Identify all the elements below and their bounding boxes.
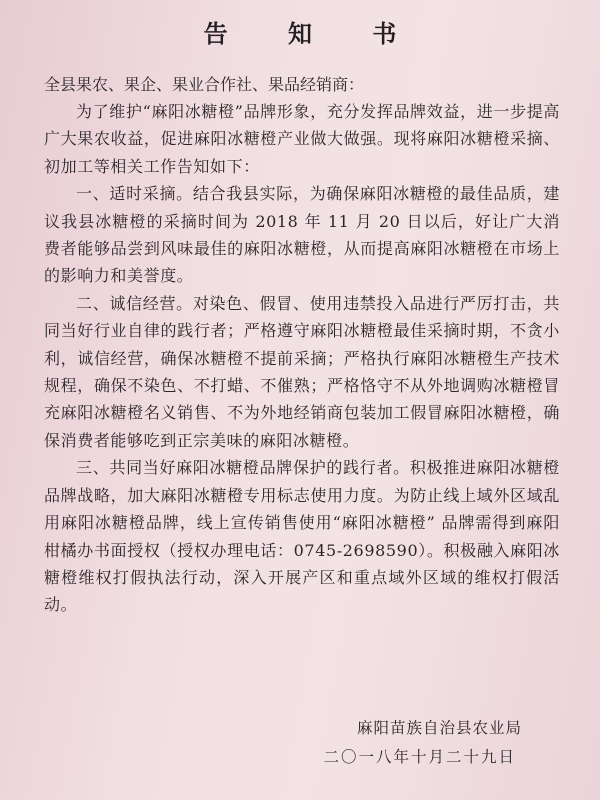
signature-date: 二〇一八年十月二十九日 [323,748,516,766]
signature-organization: 麻阳苗族自治县农业局 [356,719,522,737]
document-title: 告 知 书 [203,19,423,48]
section-3-brand-protection: 三、共同当好麻阳冰糖橙品牌保护的践行者。积极推进麻阳冰糖橙品牌战略，加大麻阳冰糖橙专用标志使用力度。为防止线上域外区域乱用麻阳冰糖橙品牌，线上宣传销售使用“麻阳冰糖橙” 品牌需得到麻阳柑橘办书面授权（授权办理电话：0745-2698590）。积极融入麻阳冰糖橙维权打假执法行动，深入开展产区和重点域外区域的维权打假活动。 [44,458,560,615]
salutation: 全县果农、果企、果业合作社、果品经销商： [44,75,365,94]
section-1-timely-harvest: 一、适时采摘。结合我县实际，为确保麻阳冰糖橙的最佳品质，建议我县冰糖橙的采摘时间为 2018 年 11 月 20 日以后，好让广大消费者能够品尝到风味最佳的麻阳冰糖橙，从而提高麻阳冰糖橙在市场上的影响力和美誉度。 [44,184,560,286]
intro-paragraph: 为了维护“麻阳冰糖橙”品牌形象，充分发挥品牌效益，进一步提高广大果农收益，促进麻阳冰糖橙产业做大做强。现将麻阳冰糖橙采摘、初加工等相关工作告知如下： [44,102,560,176]
section-2-honest-business: 二、诚信经营。对染色、假冒、使用违禁投入品进行严厉打击，共同当好行业自律的践行者；严格遵守麻阳冰糖橙最佳采摘时期，不贪小利，诚信经营，确保冰糖橙不提前采摘；严格执行麻阳冰糖橙生产技术规程，确保不染色、不打蜡、不催熟；严格恪守不从外地调购冰糖橙冒充麻阳冰糖橙名义销售、不为外地经销商包装加工假冒麻阳冰糖橙，确保消费者能够吃到正宗美味的麻阳冰糖橙。 [44,293,560,450]
